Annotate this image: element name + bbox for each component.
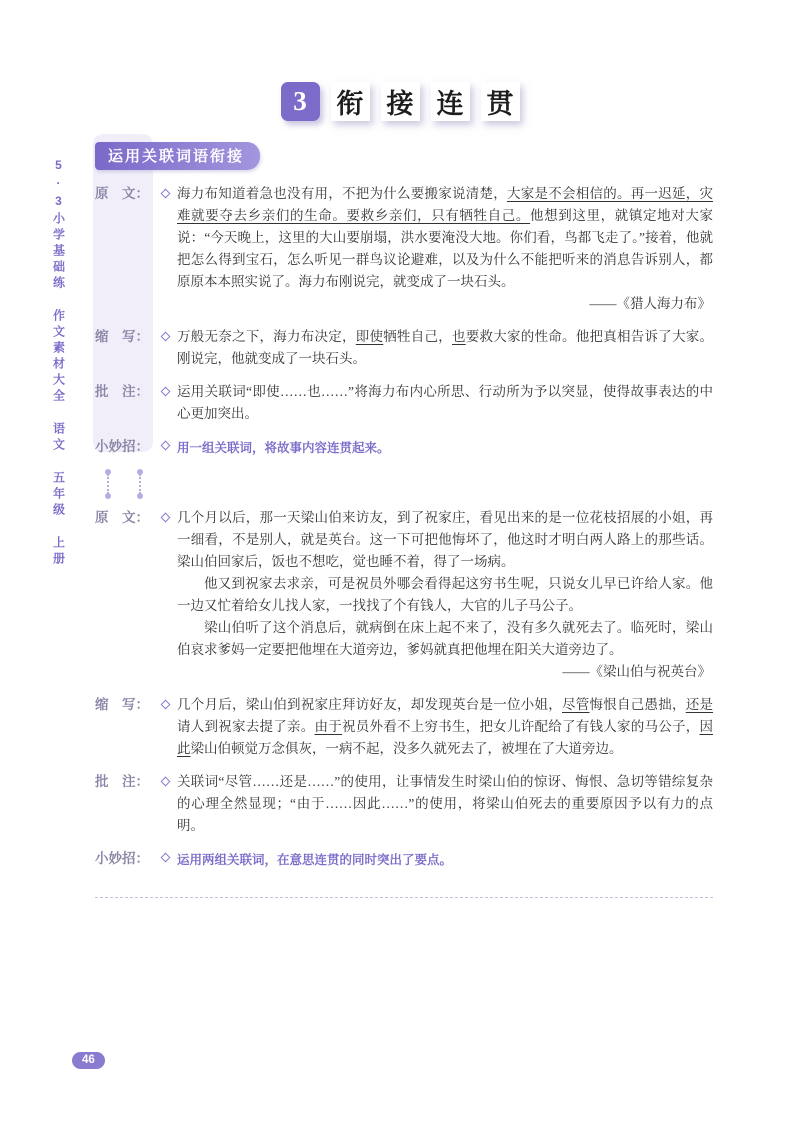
connector-line: [139, 474, 141, 494]
text-segment: 几个月后，梁山伯到祝家庄拜访好友，却发现英台是一位小姐，: [177, 697, 562, 712]
condensed-content: [160, 694, 713, 760]
paragraph: [177, 438, 713, 458]
condensed-label: 缩 写：: [95, 697, 149, 712]
diamond-bullet-icon: [161, 332, 171, 342]
section-2: [95, 507, 713, 898]
tip-content: [160, 848, 713, 870]
annotation-row: [95, 381, 713, 425]
tip-label: 小妙招：: [95, 851, 149, 866]
paragraph: [177, 326, 713, 370]
grade-label: 五年级: [51, 471, 66, 519]
text-segment: 运用关联词“即使……也……”将海力布内心所思、行动所为予以突显，使得故事表达的中心更加突出。: [177, 384, 713, 421]
text-segment: 梁山伯听了这个消息后，就病倒在床上起不来了，没有多久就死去了。临死时，梁山伯哀求爹妈一定要把他埋在大道旁边，爹妈就真把他埋在阳关大道旁边了。: [177, 620, 713, 657]
paragraph: [177, 183, 713, 293]
text-segment: 几个月以后，那一天梁山伯来访友，到了祝家庄，看见出来的是一位花枝招展的小姐，再一细看，不是别人，就是英台。这一下可把他悔坏了，他这时才明白两人路上的那些话。梁山伯回家后，饭也不想吃，觉也睡不着，得了一场病。: [177, 510, 713, 569]
diamond-bullet-icon: [161, 513, 171, 523]
diamond-bullet-icon: [161, 853, 171, 863]
underlined-phrase: 大家是不会相信的。再一迟延，灾难就要夺去乡亲们的生命。要救乡亲们，只有牺牲自己。: [177, 186, 713, 223]
text-segment: 悔恨自己愚拙，: [589, 697, 686, 712]
text-segment: 请人到祝家去提了亲。: [177, 719, 315, 734]
condensed-content: [160, 326, 713, 370]
original-row: [95, 183, 713, 315]
chapter-title: [0, 82, 800, 121]
tip-content: [160, 436, 713, 458]
paragraph: [177, 771, 713, 837]
text-segment: 要救大家的性命。他把真相告诉了大家。刚说完，他就变成了一块石头。: [177, 329, 713, 366]
underlined-phrase: 也: [452, 329, 466, 344]
diamond-bullet-icon: [161, 189, 171, 199]
underlined-phrase: 由于: [314, 719, 342, 734]
text-segment: 他想到这里，就镇定地对大家说：“今天晚上，这里的大山要崩塌，洪水要淹没大地。你们看，鸟都飞走了。”接着，他就把怎么得到宝石，怎么听见一群鸟议论避难，以及为什么不能把听来的消息告诉别人，都原原本本照实说了。海力布刚说完，就变成了一块石头。: [177, 208, 714, 289]
topic-badge: 运用关联词语衔接: [95, 142, 260, 170]
chapter-title-char: 连: [431, 82, 470, 121]
connector-line: [107, 474, 109, 494]
paragraph: [177, 381, 713, 425]
original-content: [160, 507, 713, 683]
book-info-sidebar: [46, 158, 72, 568]
annotation-label: 批 注：: [95, 774, 149, 789]
condensed-row: [95, 694, 713, 760]
text-segment: 运用两组关联词，在意思连贯的同时突出了要点。: [177, 853, 453, 867]
text-segment: 用一组关联词，将故事内容连贯起来。: [177, 441, 390, 455]
tip-row: [95, 436, 713, 458]
paragraph: [177, 617, 713, 661]
condensed-row: [95, 326, 713, 370]
paragraph: [177, 694, 713, 760]
text-segment: 祝员外看不上穷书生，把女儿许配给了有钱人家的马公子，: [342, 719, 700, 734]
subject-label: 语文: [51, 422, 66, 454]
paragraph: [177, 507, 713, 573]
annotation-content: [160, 381, 713, 425]
annotation-label: 批 注：: [95, 384, 149, 399]
book-title-label: 作文素材大全: [51, 309, 66, 405]
annotation-content: [160, 771, 713, 837]
text-segment: 关联词“尽管……还是……”的使用，让事情发生时梁山伯的惊讶、悔恨、急切等错综复杂的心理全然显现；“由于……因此……”的使用，将梁山伯死去的重要原因予以有力的点明。: [177, 774, 713, 833]
section-1: [95, 183, 713, 458]
underlined-phrase: 因此: [177, 719, 713, 756]
section-connector: [95, 469, 713, 501]
text-segment: 梁山伯顿觉万念俱灰，一病不起，没多久就死去了，被埋在了大道旁边。: [190, 741, 623, 756]
tip-row: [95, 848, 713, 870]
main-content: [95, 142, 713, 898]
annotation-row: [95, 771, 713, 837]
diamond-bullet-icon: [161, 700, 171, 710]
sections: [95, 183, 713, 898]
page-number-badge: 46: [72, 1052, 105, 1069]
text-segment: 他又到祝家去求亲，可是祝员外哪会看得起这穷书生呢，只说女儿早已许给人家。他一边又忙着给女儿找人家，一找找了个有钱人，大官的儿子马公子。: [177, 576, 713, 613]
underlined-phrase: 尽管: [562, 697, 590, 712]
tip-label: 小妙招：: [95, 439, 149, 454]
diamond-bullet-icon: [161, 777, 171, 787]
original-label: 原 文：: [95, 186, 149, 201]
underlined-phrase: 即使: [355, 329, 384, 344]
original-label: 原 文：: [95, 510, 149, 525]
text-segment: 海力布知道着急也没有用，不把为什么要搬家说清楚，: [177, 186, 507, 201]
volume-label: 上册: [51, 536, 66, 568]
chapter-number-badge: 3: [281, 82, 320, 121]
attribution-source: ——《猎人海力布》: [589, 296, 711, 311]
paragraph: [177, 850, 713, 870]
original-content: [160, 183, 713, 315]
series-label: 5·3小学基础练: [51, 158, 66, 292]
diamond-bullet-icon: [161, 441, 171, 451]
diamond-bullet-icon: [161, 387, 171, 397]
attribution-source: ——《梁山伯与祝英台》: [562, 664, 711, 679]
chapter-title-char: 贯: [481, 82, 520, 121]
chapter-title-char: 衔: [331, 82, 370, 121]
chapter-title-char: 接: [381, 82, 420, 121]
underlined-phrase: 还是: [685, 697, 713, 712]
condensed-label: 缩 写：: [95, 329, 149, 344]
text-segment: 牺牲自己，: [383, 329, 452, 344]
text-segment: 万般无奈之下，海力布决定，: [177, 329, 356, 344]
paragraph: [177, 573, 713, 617]
original-row: [95, 507, 713, 683]
